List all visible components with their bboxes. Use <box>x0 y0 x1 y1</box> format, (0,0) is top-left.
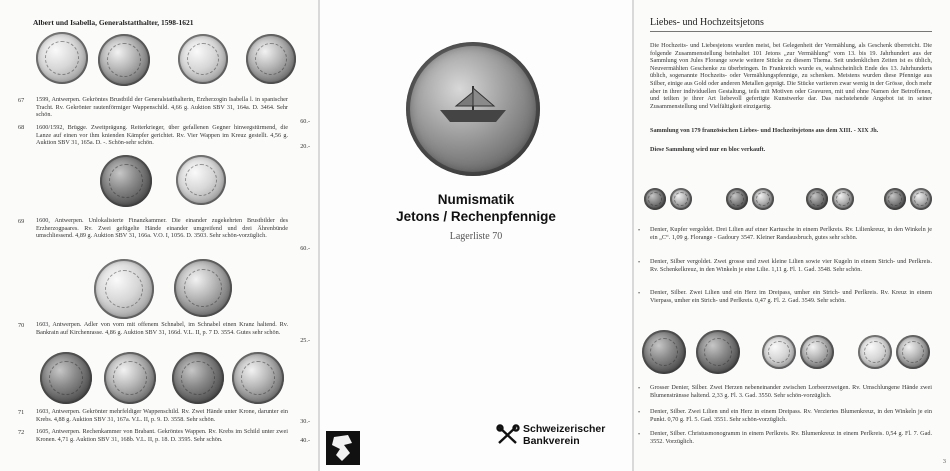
coin-entry: Denier, Silber vergoldet. Zwei grosse und zwei kleine Lilien sowie vier Kugeln in einem Strich- und Perlkreis. Rv. Schenkelkreuz, in den Winkeln je eine Lilie. 1,11 g. Fl. 1. Gad. 3548. Sehr schön. <box>650 258 932 273</box>
coin-image <box>98 34 150 86</box>
coin-image <box>94 259 154 319</box>
entry-description: 1599, Antwerpen. Gekröntes Brustbild der Generalstatthalterin, Erzherzogin Isabella l. in spanischer Tracht. Rv. Gekrönter rautenförmiger Wappenschild. 4,66 g. Auktion SBV 31, 164a. D. 3464. Sehr schön. <box>36 96 288 119</box>
coin-entry: Denier, Silber. Christusmonogramm in einem Perlkreis. Rv. Blumenkreuz in einem Perlkreis. 0,54 g. Fl. 7. Gad. 3552. Vorzüglich. <box>650 430 932 445</box>
entry-description: 1605, Antwerpen. Rechenkammer von Brabant. Gekröntes Wappen. Rv. Krebs im Schild unter zwei Kronen. 4,71 g. Auktion SBV 31, 168b. V.L. II, p. 18. D. 3595. Sehr schön. <box>36 428 288 443</box>
coin-image <box>174 259 232 317</box>
bank-keys-logo-icon <box>496 424 520 446</box>
coin-image <box>696 330 740 374</box>
title-rule <box>650 31 932 32</box>
coin-entry: Grosser Denier, Silber. Zwei Herzen nebeneinander zwischen Lorbeerzweigen. Rv. Umschlungene Hände zwei Blumenstränsse haltend. 2,33 g. Fl. 3. Gad. 3550. Sehr schön-vorzüglich. <box>650 384 932 399</box>
cover-page <box>320 0 632 471</box>
running-title: Albert und Isabella, Generalstatthalter, 1598-1621 <box>33 18 194 27</box>
coin-entry: Denier, Silber. Zwei Lilien und ein Herz in einem Dreipass. Rv. Verziertes Blumenkreuz, in den Winkeln je ein Punkt. 0,70 g. Fl. 5. Gad. 3551. Sehr schön-vorzüglich. <box>650 408 932 423</box>
entry-price: 20.- <box>300 143 310 150</box>
entry-description: 1603, Antwerpen. Adler von vorn mit offenem Schnabel, im Schnabel einen Kranz haltend. Rv. Bankrain auf Kirchenrasse. 4,86 g. Auktion SBV 31, 166d. V.L. II, p. 7 D. 3554. Gutes sehr schön. <box>36 321 288 336</box>
coin-image <box>726 188 748 210</box>
entry-price: 30.- <box>300 418 310 425</box>
coin-image <box>910 188 932 210</box>
entry-price: 60.- <box>300 245 310 252</box>
coin-image <box>40 352 92 404</box>
coin-image <box>752 188 774 210</box>
bank-name <box>523 423 605 447</box>
bank-name-line2: Bankverein <box>523 435 580 447</box>
coin-image <box>896 335 930 369</box>
entry-number: 72 <box>18 429 25 436</box>
entry-number: 69 <box>18 218 25 225</box>
collection-heading: Sammlung von 179 französischen Liebes- und Hochzeitsjetons aus dem XIII. - XIX Jh. <box>650 127 879 134</box>
coat-of-arms-icon <box>326 431 360 465</box>
ship-icon <box>436 84 510 124</box>
bullet-marker: • <box>638 410 641 416</box>
coin-image <box>104 352 156 404</box>
bullet-marker: • <box>638 228 641 234</box>
entry-number: 67 <box>18 97 25 104</box>
coin-image <box>176 155 226 205</box>
left-page <box>0 0 318 471</box>
coin-entry: Denier, Kupfer vergoldet. Drei Lilien auf einer Kartusche in einem Perlkreis. Rv. Lilienkreuz, in den Winkeln je ein „C“. 1,09 g. Florange - Gadoury 3547. Kleiner Randausbruch, gutes sehr schön. <box>650 226 932 241</box>
entry-price: 40.- <box>300 437 310 444</box>
coin-image <box>832 188 854 210</box>
coin-image <box>178 34 228 84</box>
coin-image <box>644 188 666 210</box>
entry-price: 60.- <box>300 118 310 125</box>
coin-image <box>858 335 892 369</box>
entry-description: 1600, Antwerpen. Unlokalisierte Finanzkammer. Die einander zugekehrten Brustbilder des Erzherzogpaares. Rv. Zwei gefügelte Hände einander umgreifend und drei Ährenbünde umschliessend. 4,89 g. Auktion SBV 31, 166a. V.O. I, 1056. D. 3503. Sehr schön-vorzüglich. <box>36 217 288 240</box>
coin-image <box>670 188 692 210</box>
coin-image <box>806 188 828 210</box>
entry-description: 1600/1592, Brügge. Zweitprägung. Reiterkrieger, über gefallenen Gegner hinwegstürmend, die Lanze auf einen vor ihm knienden Kämpfer gerichtet. Rv. Vier Wappen im Kreuz gestellt. 4,56 g. Auktion SBV 31, 165a. D. -. Schön-sehr schön. <box>36 124 288 147</box>
section-title: Liebes- und Hochzeitsjetons <box>650 17 764 28</box>
bank-name-line1: Schweizerischer <box>523 423 606 435</box>
coin-image <box>100 155 152 207</box>
entry-description: 1603, Antwerpen. Gekrönter mehrfeldiger Wappenschild. Rv. Zwei Hände unter Krone, darunter ein Krebs. 4,88 g. Auktion SBV 31, 167a. V.L. II, p. 9. D. 3558. Sehr schön. <box>36 408 288 423</box>
coin-image <box>36 32 88 84</box>
cover-title-line2: Jetons / Rechenpfennige <box>396 209 556 224</box>
collection-note: Diese Sammlung wird nur en bloc verkauft. <box>650 146 766 153</box>
coin-image <box>884 188 906 210</box>
right-page <box>634 0 950 471</box>
coin-image <box>246 34 296 84</box>
coin-image <box>642 330 686 374</box>
coin-image <box>800 335 834 369</box>
coin-entry: Denier, Silber. Zwei Lilien und ein Herz im Dreipass, umher ein Strich- und Perlkreis. Rv. Kreuz in einem Vierpass, umher ein Strich- und Perlkreis. 0,47 g. Fl. 2. Gad. 3549. Sehr schön. <box>650 289 932 304</box>
cover-title-line1: Numismatik <box>437 192 515 207</box>
bullet-marker: • <box>638 432 641 438</box>
page-number: 3 <box>942 458 946 465</box>
bullet-marker: • <box>638 260 641 266</box>
bullet-marker: • <box>638 291 641 297</box>
intro-paragraph: Die Hochzeits- und Liebesjetons wurden meist, bei Gelegenheit der Vermählung, als Geschenk überreicht. Die folgende Zusammenstellung beinhaltet 101 Jetons „zur Vermählung“ vom 13. bis 19. Jahrhundert aus der Sammlung von Jules Florange sowie weitere Stücke zu diesem Thema. Seit undenklichen Zeiten ist es üblich, Neuvermählten Geschenke zu überbringen. In Frankreich wurde es, wahrscheinlich Ende des 13. Jahrhunderts üblich, sogenannte Hochzeits- oder Vermählungspfennige, zu schenken. Meistens wurden diese Pfennige aus Silber, einige aus Gold oder anderen Metallen geprägt. Die Stücke variieren zwar wenig in der Grösse, doch mehr aber in ihrer individuellen Gestaltung, teils mit Motiven oder Gravuren, mit und ohne Namen der Betroffenen, und teilten je ihrer Art liebevoll gefertigte Kunstwerke dar. Das nachstehende Angebot ist in seiner Zusammenstellung und Vielfältigkeit einzigartig. <box>650 42 932 110</box>
ship-medal-image <box>406 42 540 176</box>
bullet-marker: • <box>638 386 641 392</box>
entry-number: 70 <box>18 322 25 329</box>
entry-number: 68 <box>18 124 25 131</box>
coin-image <box>762 335 796 369</box>
entry-number: 71 <box>18 409 25 416</box>
coin-image <box>172 352 224 404</box>
entry-price: 25.- <box>300 337 310 344</box>
coin-image <box>232 352 284 404</box>
cover-subtitle: Lagerliste 70 <box>449 231 503 242</box>
